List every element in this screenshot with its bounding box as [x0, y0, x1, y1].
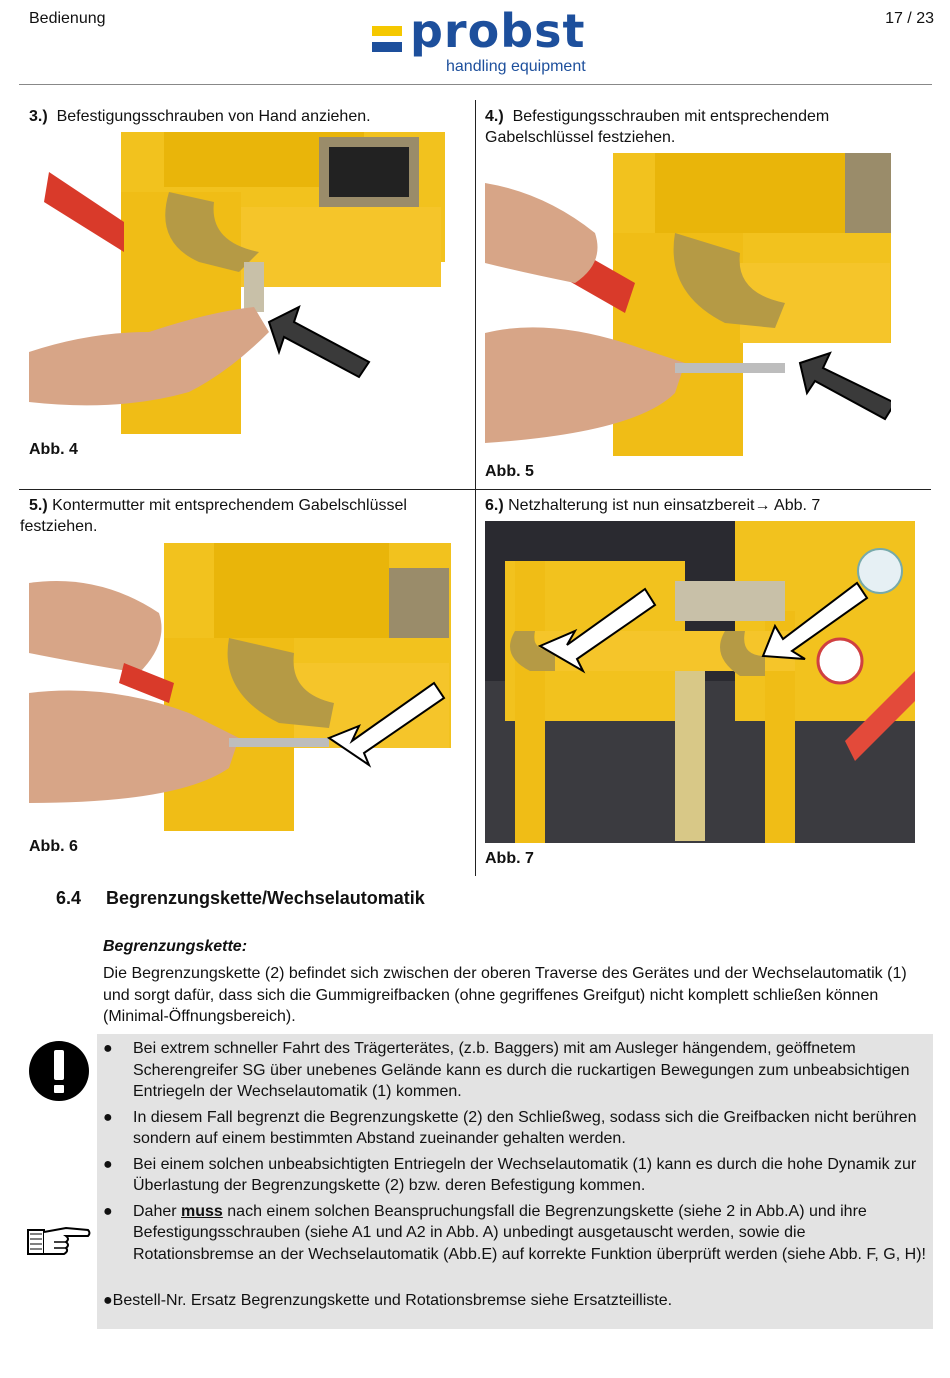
photo-abb-4: [29, 132, 445, 434]
figure-label-abb-7: Abb. 7: [485, 850, 534, 867]
section-title: Begrenzungskette/Wechselautomatik: [106, 888, 425, 908]
warning-bullet-list: [103, 1038, 928, 1269]
logo-subtitle: handling equipment: [446, 58, 586, 75]
bullet-dot: ●: [103, 1040, 113, 1057]
grid-horizontal-divider: [19, 489, 931, 490]
figure-label-abb-4: Abb. 4: [29, 441, 78, 458]
list-item: [103, 1038, 928, 1103]
step-3-caption: [29, 106, 469, 127]
section-heading: [56, 888, 425, 909]
step-3-text: Befestigungsschrauben von Hand anziehen.: [56, 108, 371, 125]
subheading: Begrenzungskette:: [103, 938, 248, 955]
step-5-caption: [20, 495, 460, 537]
logo-yellow-bar: [372, 26, 402, 36]
bullet-4-emphasis: muss: [181, 1202, 223, 1220]
step-5-text: Kontermutter mit entsprechendem Gabelschlüssel festziehen.: [20, 497, 407, 535]
figure-label-abb-6: Abb. 6: [29, 838, 78, 855]
bullet-dot: ●: [103, 1108, 113, 1126]
bullet-text: Bei extrem schneller Fahrt des Trägerterätes, (z.b. Baggers) mit am Ausleger hängendem, geöffnetem Scherengreifer SG über unebenes Gelände kann es durch die ruckartigen Bewegungen zum unbeabsichtigen Entriegeln der Wechselautomatik (1) kommen.: [133, 1040, 910, 1100]
step-6-number: 6.): [485, 497, 504, 514]
header-section-label: Bedienung: [29, 10, 106, 27]
bullet-text: In diesem Fall begrenzt die Begrenzungskette (2) den Schließweg, sodass sich die Greifbacken nicht berühren sondern auf einem bestimmten Abstand zueinander gehalten werden.: [133, 1108, 917, 1147]
photo-abb-5: [485, 153, 891, 456]
step-3-number: 3.): [29, 108, 48, 125]
pointing-hand-icon: [26, 1222, 92, 1258]
step-4-caption: [485, 106, 915, 148]
step-5-number: 5.): [29, 497, 48, 514]
header-divider: [19, 84, 932, 85]
bullet-dot: ●: [103, 1202, 113, 1220]
bullet-dot: ●: [103, 1155, 113, 1173]
logo-blue-bar: [372, 42, 402, 52]
step-6-caption: [485, 495, 925, 516]
section-number: 6.4: [56, 888, 82, 908]
list-item: [103, 1154, 928, 1197]
page-number: 17 / 23: [885, 10, 934, 27]
step-4-text: Befestigungsschrauben mit entsprechendem Gabelschlüssel festziehen.: [485, 108, 830, 146]
probst-logo: [372, 4, 602, 78]
bullet-4-post: nach einem solchen Beanspruchungsfall die Begrenzungskette (siehe 2 in Abb.A) und ihre Befestigungsschrauben (siehe A1 und A2 in Abb. A) unbedingt ausgetauscht werden, sowie die Rotationsbremse an der Wechselautomatik (Abb.E) auf korrekte Funktion überprüft werden (siehe Abb. F, G, H)!: [133, 1202, 926, 1263]
intro-paragraph: Die Begrenzungskette (2) befindet sich zwischen der oberen Traverse des Gerätes und der Wechselautomatik (1) und sorgt dafür, dass sich die Gummigreifbacken (ohne gegriffenes Greifgut) nicht komplett schließen können (Minimal-Öffnungsbereich).: [103, 965, 907, 1025]
photo-abb-6: [29, 543, 451, 831]
bullet-text: [133, 1203, 926, 1263]
exclamation-warning-icon: [28, 1040, 90, 1102]
list-item: [103, 1107, 928, 1150]
grid-vertical-divider: [475, 100, 476, 876]
figure-label-abb-5: Abb. 5: [485, 463, 534, 480]
bullet-4-pre: Daher: [133, 1202, 182, 1220]
bullet-text: Bei einem solchen unbeabsichtigten Entriegeln der Wechselautomatik (1) kann es durch die hohe Dynamik zur Überlastung der Begrenzungskette (2) bzw. deren Befestigung kommen.: [133, 1155, 917, 1194]
step-6-text: Netzhalterung ist nun einsatzbereit→ Abb. 7: [508, 497, 821, 514]
logo-word: probst: [410, 4, 586, 58]
list-item: [103, 1201, 928, 1266]
photo-abb-7: [485, 521, 915, 843]
step-4-number: 4.): [485, 108, 504, 125]
spare-parts-note: ●Bestell-Nr. Ersatz Begrenzungskette und Rotationsbremse siehe Ersatzteilliste.: [103, 1292, 673, 1309]
